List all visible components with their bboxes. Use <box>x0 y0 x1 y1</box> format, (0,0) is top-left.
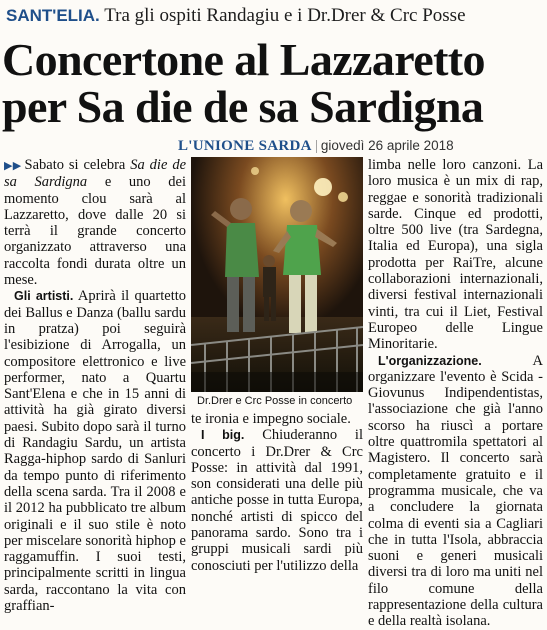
newspaper-name: L'UNIONE SARDA <box>178 138 312 154</box>
subhead-organizzazione: L'organizzazione. <box>378 353 482 368</box>
subhead-big: I big. <box>201 428 245 443</box>
headline-line-2: per Sa die de sa Sardigna <box>2 81 484 132</box>
artists-paragraph: Gli artisti. Aprirà il quartetto dei Ballus e Danza (ballu sardu in pratza) poi seguirà l'esibizione di Arrogalla, un compositore elettronico e live performer, nato a Quartu Sant'Elena e che in 15 anni di attività ha già girato diversi paesi. Subito dopo sarà il turno di Randagiu Sardu, un artista Ragga-hiphop sardo di Sanluri da tempo punto di riferimento della scena sarda. Tra il 2008 e il 2012 ha pubblicato tre album originali e il suo stile è noto per miscelare sonorità hiphop e raggamuffin. I suoi testi, principalmente scritti in lingua sarda, raccontano la vita con graffian- <box>4 288 187 615</box>
column-2-continuation: te ironia e impegno sociale. <box>191 411 351 427</box>
triangle-bullet-icon: ▶▶ <box>4 160 22 172</box>
organization-paragraph: L'organizzazione. A organizzare l'evento è Scida - Giovunus Indipendentistas, l'associazione che già l'anno scorso ha riuscì a portare oltre quattromila spettatori al Magistero. Il concerto sarà completamente gratuito e il programma musicale, che va a concludere la giornata colma di eventi sia a Cagliari che in tutta l'Isola, abbraccia suoni e generi musicali diversi tra di loro ma uniti nel filo comune della rappresentazione della cultura e della realtà isolana. <box>368 352 543 630</box>
kicker-text: Tra gli ospiti Randagiu e i Dr.Drer & Crc Posse <box>104 5 466 26</box>
headline-line-1: Concertone al Lazzaretto <box>2 34 485 85</box>
byline <box>178 138 454 155</box>
concert-photo-image <box>191 157 363 392</box>
big-paragraph: I big. Chiuderanno il concerto i Dr.Drer & Crc Posse: in attività dal 1991, son considerati una delle più antiche posse in tutta Europa, nonché artisti di spicco del panorama sardo. Sono tra i gruppi musicali sardi più conosciuti per l'utilizzo della <box>191 427 363 574</box>
column-3-continuation: limba nelle loro canzoni. La loro musica è un mix di rap, reggae e sonorità tradizionali sarde. Cinque ed prodotti, oltre 500 live (tra Sardegna, Italia ed Europa), una sigla prodotta per RaiTre, alcune collaborazioni internazionali, diversi festival internazionali vinti, tra cui il Liet, Festival Europeo delle Lingue Minoritarie. <box>368 157 543 353</box>
photo-caption: Dr.Drer e Crc Posse in concerto <box>191 393 363 409</box>
publication-date: giovedì 26 aprile 2018 <box>320 138 454 153</box>
event-name: Sa die de sa Sardigna <box>4 157 187 191</box>
lead-paragraph: ▶▶ Sabato si celebra Sa die de sa Sardigna e uno dei momento clou sarà al Lazzaretto, dove dalle 20 si terrà il grande concerto organizzato attraverso una raccolta fondi durata oltre un mese. <box>4 157 187 289</box>
subhead-artisti: Gli artisti. <box>14 289 74 304</box>
article-column-2 <box>191 411 363 574</box>
concert-photo <box>191 157 363 392</box>
article-column-1 <box>4 157 186 614</box>
headline <box>2 36 542 130</box>
kicker <box>6 4 541 28</box>
article-column-3 <box>368 157 543 630</box>
byline-separator: | <box>314 138 318 154</box>
kicker-place: SANT'ELIA. <box>6 6 100 25</box>
